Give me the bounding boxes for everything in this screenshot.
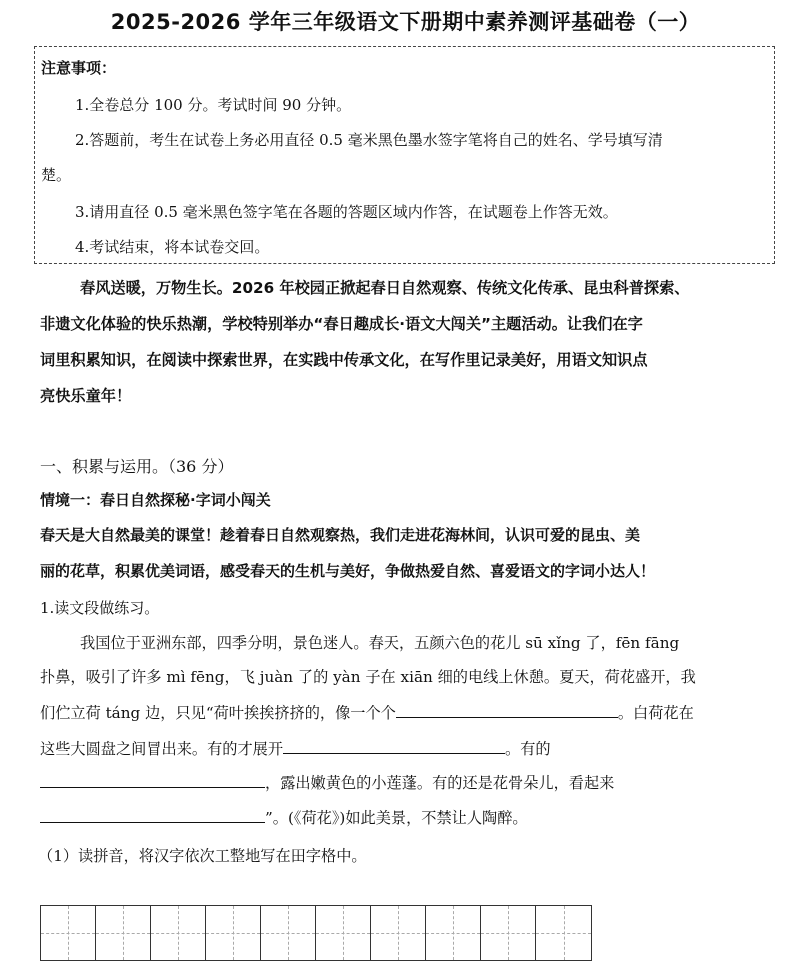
passage-line (40, 738, 551, 759)
notice-item: 1.全卷总分 100 分。考试时间 90 分钟。 (75, 96, 352, 114)
grid-cell[interactable] (41, 906, 96, 960)
grid-cell[interactable] (96, 906, 151, 960)
passage-text: 们伫立荷 táng 边，只见“荷叶挨挨挤挤的，像一个个 (40, 704, 396, 722)
notice-item: 楚。 (41, 166, 72, 184)
passage-line: 我国位于亚洲东部，四季分明，景色迷人。春天，五颜六色的花儿 sū xǐng 了，fēn fāng (80, 634, 680, 652)
notice-box (34, 46, 775, 264)
intro-line: 亮快乐童年！ (40, 387, 132, 405)
sub-question-1: （1）读拼音，将汉字依次工整地写在田字格中。 (38, 847, 367, 865)
answer-blank[interactable] (40, 808, 265, 823)
grid-cell[interactable] (536, 906, 591, 960)
notice-item: 3.请用直径 0.5 毫米黑色签字笔在各题的答题区域内作答，在试题卷上作答无效。 (75, 203, 618, 221)
context-line: 春天是大自然最美的课堂！趁着春日自然观察热，我们走进花海林间，认识可爱的昆虫、美 (40, 526, 641, 544)
passage-text: ”。(《荷花》)如此美景，不禁让人陶醉。 (265, 809, 528, 827)
answer-blank[interactable] (283, 739, 505, 754)
passage-line (40, 772, 614, 793)
answer-blank[interactable] (396, 703, 618, 718)
passage-line (40, 702, 694, 723)
passage-text: 。白荷花在 (617, 704, 694, 722)
intro-line: 非遗文化体验的快乐热潮，学校特别举办“春日趣成长·语文大闯关”主题活动。让我们在字 (40, 315, 643, 333)
passage-text: ，露出嫩黄色的小莲蓬。有的还是花骨朵儿，看起来 (265, 774, 615, 792)
grid-cell[interactable] (481, 906, 536, 960)
grid-cell[interactable] (371, 906, 426, 960)
context-line: 丽的花草，积累优美词语，感受春天的生机与美好，争做热爱自然、喜爱语文的字词小达人！ (40, 562, 656, 580)
grid-cell[interactable] (261, 906, 316, 960)
context-title: 情境一：春日自然探秘·字词小闯关 (40, 491, 271, 509)
intro-paragraph (40, 270, 780, 414)
grid-cell[interactable] (316, 906, 371, 960)
notice-item: 4.考试结束，将本试卷交回。 (75, 238, 270, 256)
section-heading: 一、积累与运用。（36 分） (40, 457, 234, 476)
grid-cell[interactable] (206, 906, 261, 960)
intro-line: 春风送暖，万物生长。2026 年校园正掀起春日自然观察、传统文化传承、昆虫科普探索、 (80, 279, 690, 297)
notice-heading: 注意事项： (41, 59, 117, 77)
notice-item: 2.答题前，考生在试卷上务必用直径 0.5 毫米黑色墨水签字笔将自己的姓名、学号填写清 (75, 131, 663, 149)
question-1: 1.读文段做练习。 (40, 599, 160, 617)
exam-title: 2025-2026 学年三年级语文下册期中素养测评基础卷（一） (110, 10, 701, 34)
grid-cell[interactable] (426, 906, 481, 960)
passage-line (40, 807, 528, 828)
intro-line: 词里积累知识，在阅读中探索世界，在实践中传承文化，在写作里记录美好，用语文知识点 (40, 351, 648, 369)
passage-text: 这些大圆盘之间冒出来。有的才展开 (40, 740, 283, 758)
passage-text: 。有的 (505, 740, 551, 758)
grid-cell[interactable] (151, 906, 206, 960)
tian-zi-grid[interactable] (40, 905, 592, 961)
passage-line: 扑鼻，吸引了许多 mì fēng，飞 juàn 了的 yàn 子在 xiān 细的电线上休憩。夏天，荷花盛开，我 (40, 668, 696, 686)
answer-blank[interactable] (40, 773, 265, 788)
